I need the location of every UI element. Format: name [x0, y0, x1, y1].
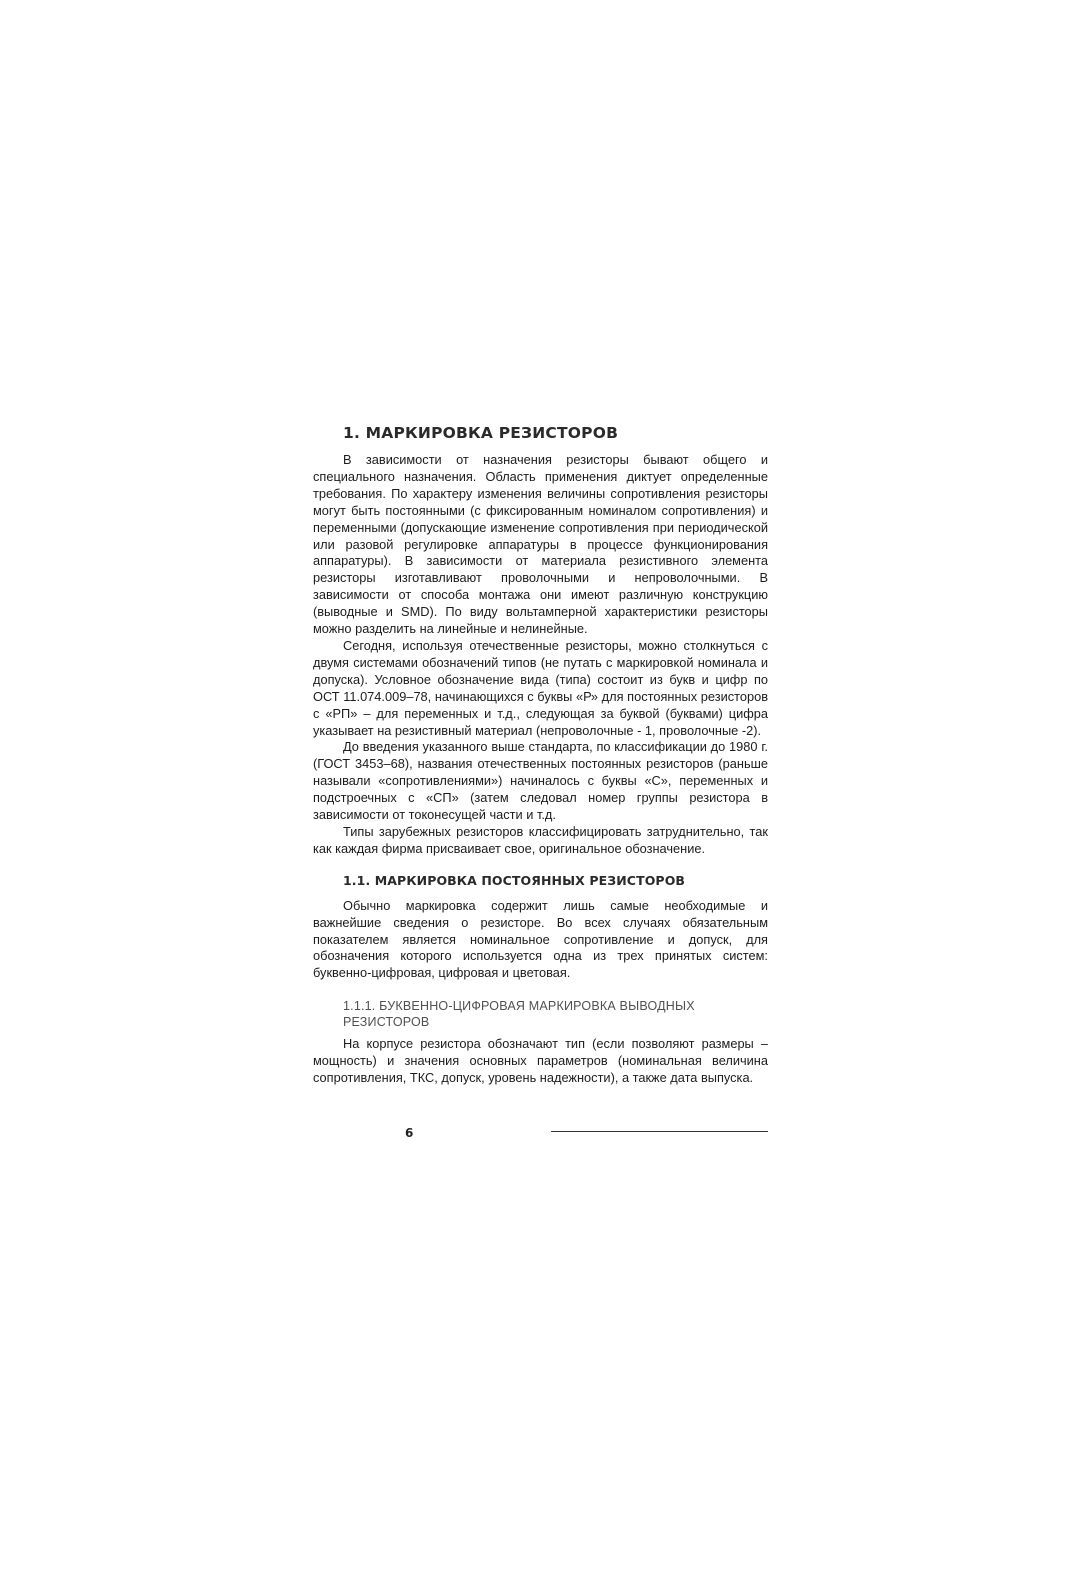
page-content — [313, 422, 768, 1087]
subsubsection-heading: 1.1.1. БУКВЕННО-ЦИФРОВАЯ МАРКИРОВКА ВЫВОДНЫХ РЕЗИСТОРОВ — [343, 999, 695, 1030]
body-paragraph: Типы зарубежных резисторов классифицировать затруднительно, так как каждая фирма присваивает свое, оригинальное обозначение. — [313, 823, 768, 856]
body-paragraph: На корпусе резистора обозначают тип (если позволяют размеры – мощность) и значения основных параметров (номинальная величина сопротивления, ТКС, допуск, уровень надежности), а также дата выпуска. — [313, 1036, 768, 1086]
footer-rule — [551, 1131, 768, 1132]
body-paragraph: В зависимости от назначения резисторы бывают общего и специального назначения. Область применения диктует определенные требования. По характеру изменения величины сопротивления резисторы могут быть постоянными (с фиксированным номиналом сопротивления) и переменными (допускающие изменение сопротивления при периодической или разовой регулировке аппаратуры в процессе функционирования аппаратуры). В зависимости от материала резистивного элемента резисторы изготавливают проволочными и непроволочными. В зависимости от способа монтажа они имеют различную конструкцию (выводные и SMD). По виду вольтамперной характеристики резисторы можно разделить на линейные и нелинейные. — [313, 452, 768, 637]
subsection-heading: 1.1. МАРКИРОВКА ПОСТОЯННЫХ РЕЗИСТОРОВ — [343, 872, 686, 888]
page-number: 6 — [405, 1126, 414, 1140]
section-heading: 1. МАРКИРОВКА РЕЗИСТОРОВ — [343, 424, 619, 442]
page-footer — [313, 1124, 768, 1144]
body-paragraph: Обычно маркировка содержит лишь самые необходимые и важнейшие сведения о резисторе. Во всех случаях обязательным показателем является номинальное сопротивление и допуск, для обозначения которого используется одна из трех принятых систем: буквенно-цифровая, цифровая и цветовая. — [313, 897, 768, 981]
body-paragraph: Сегодня, используя отечественные резисторы, можно столкнуться с двумя системами обозначений типов (не путать с маркировкой номинала и допуска). Условное обозначение вида (типа) состоит из букв и цифр по ОСТ 11.074.009–78, начинающихся с буквы «Р» для постоянных резисторов с «РП» – для переменных и т.д., следующая за буквой (буквами) цифра указывает на резистивный материал (непроволочные - 1, проволочные -2). — [313, 637, 768, 738]
body-paragraph: До введения указанного выше стандарта, по классификации до 1980 г. (ГОСТ 3453–68), названия отечественных постоянных резисторов (раньше называли «сопротивлениями») начиналось с буквы «С», переменных и подстроечных с «СП» (затем следовал номер группы резистора в зависимости от токонесущей части и т.д. — [313, 739, 768, 823]
